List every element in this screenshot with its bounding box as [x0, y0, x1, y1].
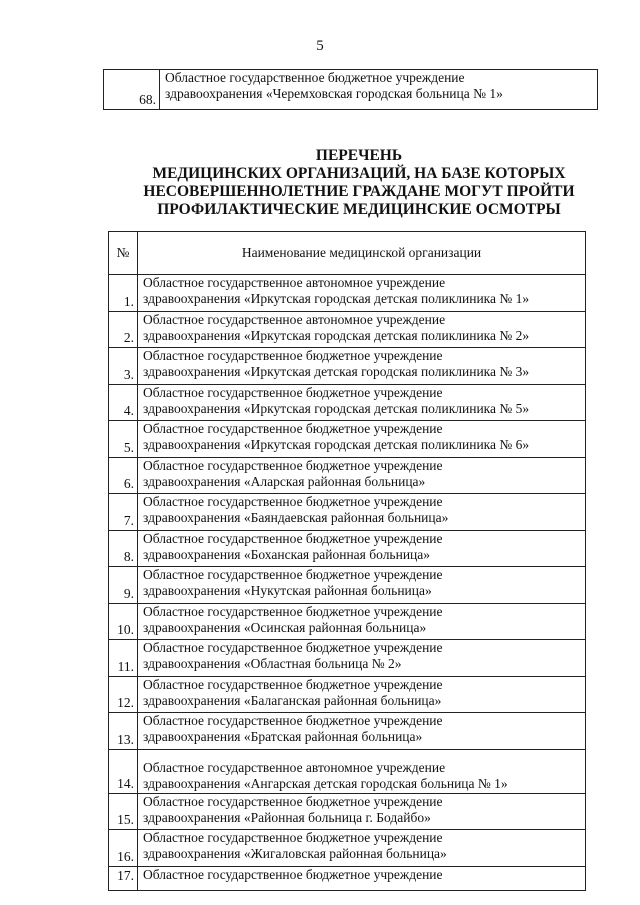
row-number: 9. [109, 567, 138, 604]
organization-name-line-1: Областное государственное бюджетное учреждение [143, 676, 443, 692]
organization-name-line-2: здравоохранения «Иркутская городская детская поликлиника № 1» [143, 291, 530, 306]
organization-name-line-2: здравоохранения «Братская районная больница» [143, 729, 423, 744]
row-number: 6. [109, 457, 138, 494]
organization-name-line-1: Областное государственное бюджетное учреждение [143, 830, 443, 845]
row-number: 12. [109, 676, 138, 713]
organization-name-line-1: Областное государственное бюджетное учреждение [143, 713, 443, 728]
organization-name-line-1: Областное государственное бюджетное учреждение [143, 793, 443, 809]
row-number: 3. [109, 348, 138, 385]
organization-name-line-2: здравоохранения «Иркутская городская детская поликлиника № 5» [143, 400, 530, 416]
organization-name-line-1: Областное государственное автономное учреждение [143, 275, 446, 290]
organization-name-line-1: Областное государственное бюджетное учреждение [143, 866, 443, 882]
row-number: 2. [109, 311, 138, 348]
organization-name-line-1: Областное государственное бюджетное учреждение [165, 70, 465, 85]
organization-name-line-1: Областное государственное бюджетное учреждение [143, 421, 443, 436]
organization-name-line-2: здравоохранения «Черемховская городская больница № 1» [165, 86, 503, 101]
row-number: 1. [109, 275, 138, 312]
organization-name-line-2: здравоохранения «Районная больница г. Бодайбо» [143, 809, 431, 825]
organization-name-line-1: Областное государственное бюджетное учреждение [143, 603, 443, 619]
row-number: 13. [109, 713, 138, 750]
table-row [109, 793, 586, 830]
row-number: 68. [104, 70, 160, 110]
organization-name-line-1: Областное государственное бюджетное учреждение [143, 457, 443, 473]
table-row [109, 830, 586, 867]
heading-line-3: НЕСОВЕРШЕННОЛЕТНИЕ ГРАЖДАНЕ МОГУТ ПРОЙТИ [143, 183, 575, 200]
organization-name [138, 640, 586, 677]
organization-name [138, 603, 586, 640]
organization-name-line-2: здравоохранения «Иркутская детская городская поликлиника № 3» [143, 364, 530, 379]
table-row [109, 494, 586, 531]
table-row [109, 603, 586, 640]
table-row [109, 384, 586, 421]
organization-name [138, 567, 586, 604]
table-row [109, 713, 586, 750]
heading-line-1: ПЕРЕЧЕНЬ [315, 147, 403, 164]
table-header-row [109, 232, 586, 275]
organizations-table [108, 231, 586, 891]
organization-name [138, 830, 586, 867]
organization-name-line-1: Областное государственное бюджетное учреждение [143, 530, 443, 546]
organization-name [138, 311, 586, 348]
row-number: 14. [109, 749, 138, 793]
organization-name-line-1: Областное государственное бюджетное учреждение [143, 494, 443, 509]
organization-name [138, 713, 586, 750]
organization-name-line-1: Областное государственное бюджетное учреждение [143, 348, 443, 363]
row-number: 4. [109, 384, 138, 421]
row-number: 11. [109, 640, 138, 677]
table-row [104, 70, 598, 110]
table-row [109, 311, 586, 348]
row-number: 8. [109, 530, 138, 567]
organization-name-line-1: Областное государственное бюджетное учреждение [143, 567, 443, 582]
table-row [109, 348, 586, 385]
row-number: 5. [109, 421, 138, 458]
heading-line-2: МЕДИЦИНСКИХ ОРГАНИЗАЦИЙ, НА БАЗЕ КОТОРЫХ [152, 165, 566, 182]
organization-name [138, 348, 586, 385]
page-number: 5 [316, 38, 324, 54]
organization-name-line-2: здравоохранения «Ангарская детская городская больница № 1» [143, 775, 508, 791]
row-number: 7. [109, 494, 138, 531]
organization-name-line-2: здравоохранения «Иркутская городская детская поликлиника № 6» [143, 437, 530, 452]
table-row [109, 676, 586, 713]
organization-name [138, 494, 586, 531]
row-number: 16. [109, 830, 138, 867]
organization-name-line-2: здравоохранения «Осинская районная больница» [143, 619, 427, 635]
organization-name [138, 530, 586, 567]
organization-name [138, 866, 586, 890]
previous-table [103, 69, 598, 110]
heading-line-4: ПРОФИЛАКТИЧЕСКИЕ МЕДИЦИНСКИЕ ОСМОТРЫ [157, 201, 561, 218]
organization-name [138, 421, 586, 458]
organization-name-line-2: здравоохранения «Балаганская районная больница» [143, 692, 442, 708]
organization-name [160, 70, 598, 110]
table-row [109, 567, 586, 604]
organization-name-line-1: Областное государственное автономное учреждение [143, 311, 446, 327]
organization-name-line-1: Областное государственное бюджетное учреждение [143, 384, 443, 400]
table-row [109, 275, 586, 312]
table-row [109, 866, 586, 890]
table-row [109, 530, 586, 567]
organization-name-line-2: здравоохранения «Жигаловская районная больница» [143, 846, 447, 861]
row-number: 15. [109, 793, 138, 830]
organization-name [138, 275, 586, 312]
organization-name-line-1: Областное государственное бюджетное учреждение [143, 640, 443, 655]
column-header-number: № [109, 232, 138, 275]
organization-name-line-1: Областное государственное автономное учреждение [143, 759, 446, 775]
column-header-name: Наименование медицинской организации [138, 232, 586, 275]
organization-name [138, 457, 586, 494]
table-row [109, 421, 586, 458]
row-number: 10. [109, 603, 138, 640]
table-row [109, 640, 586, 677]
organization-name [138, 793, 586, 830]
document-heading [0, 147, 640, 219]
organization-name [138, 384, 586, 421]
organization-name-line-2: здравоохранения «Баяндаевская районная больница» [143, 510, 449, 525]
table-row [109, 749, 586, 793]
table-row [109, 457, 586, 494]
row-number: 17. [109, 866, 138, 890]
organization-name-line-2: здравоохранения «Нукутская районная больница» [143, 583, 432, 598]
organization-name-line-2: здравоохранения «Боханская районная больница» [143, 546, 431, 562]
organization-name-line-2: здравоохранения «Иркутская городская детская поликлиника № 2» [143, 327, 530, 343]
organization-name [138, 749, 586, 793]
organization-name [138, 676, 586, 713]
organization-name-line-2: здравоохранения «Аларская районная больница» [143, 473, 426, 489]
organization-name-line-2: здравоохранения «Областная больница № 2» [143, 656, 402, 671]
